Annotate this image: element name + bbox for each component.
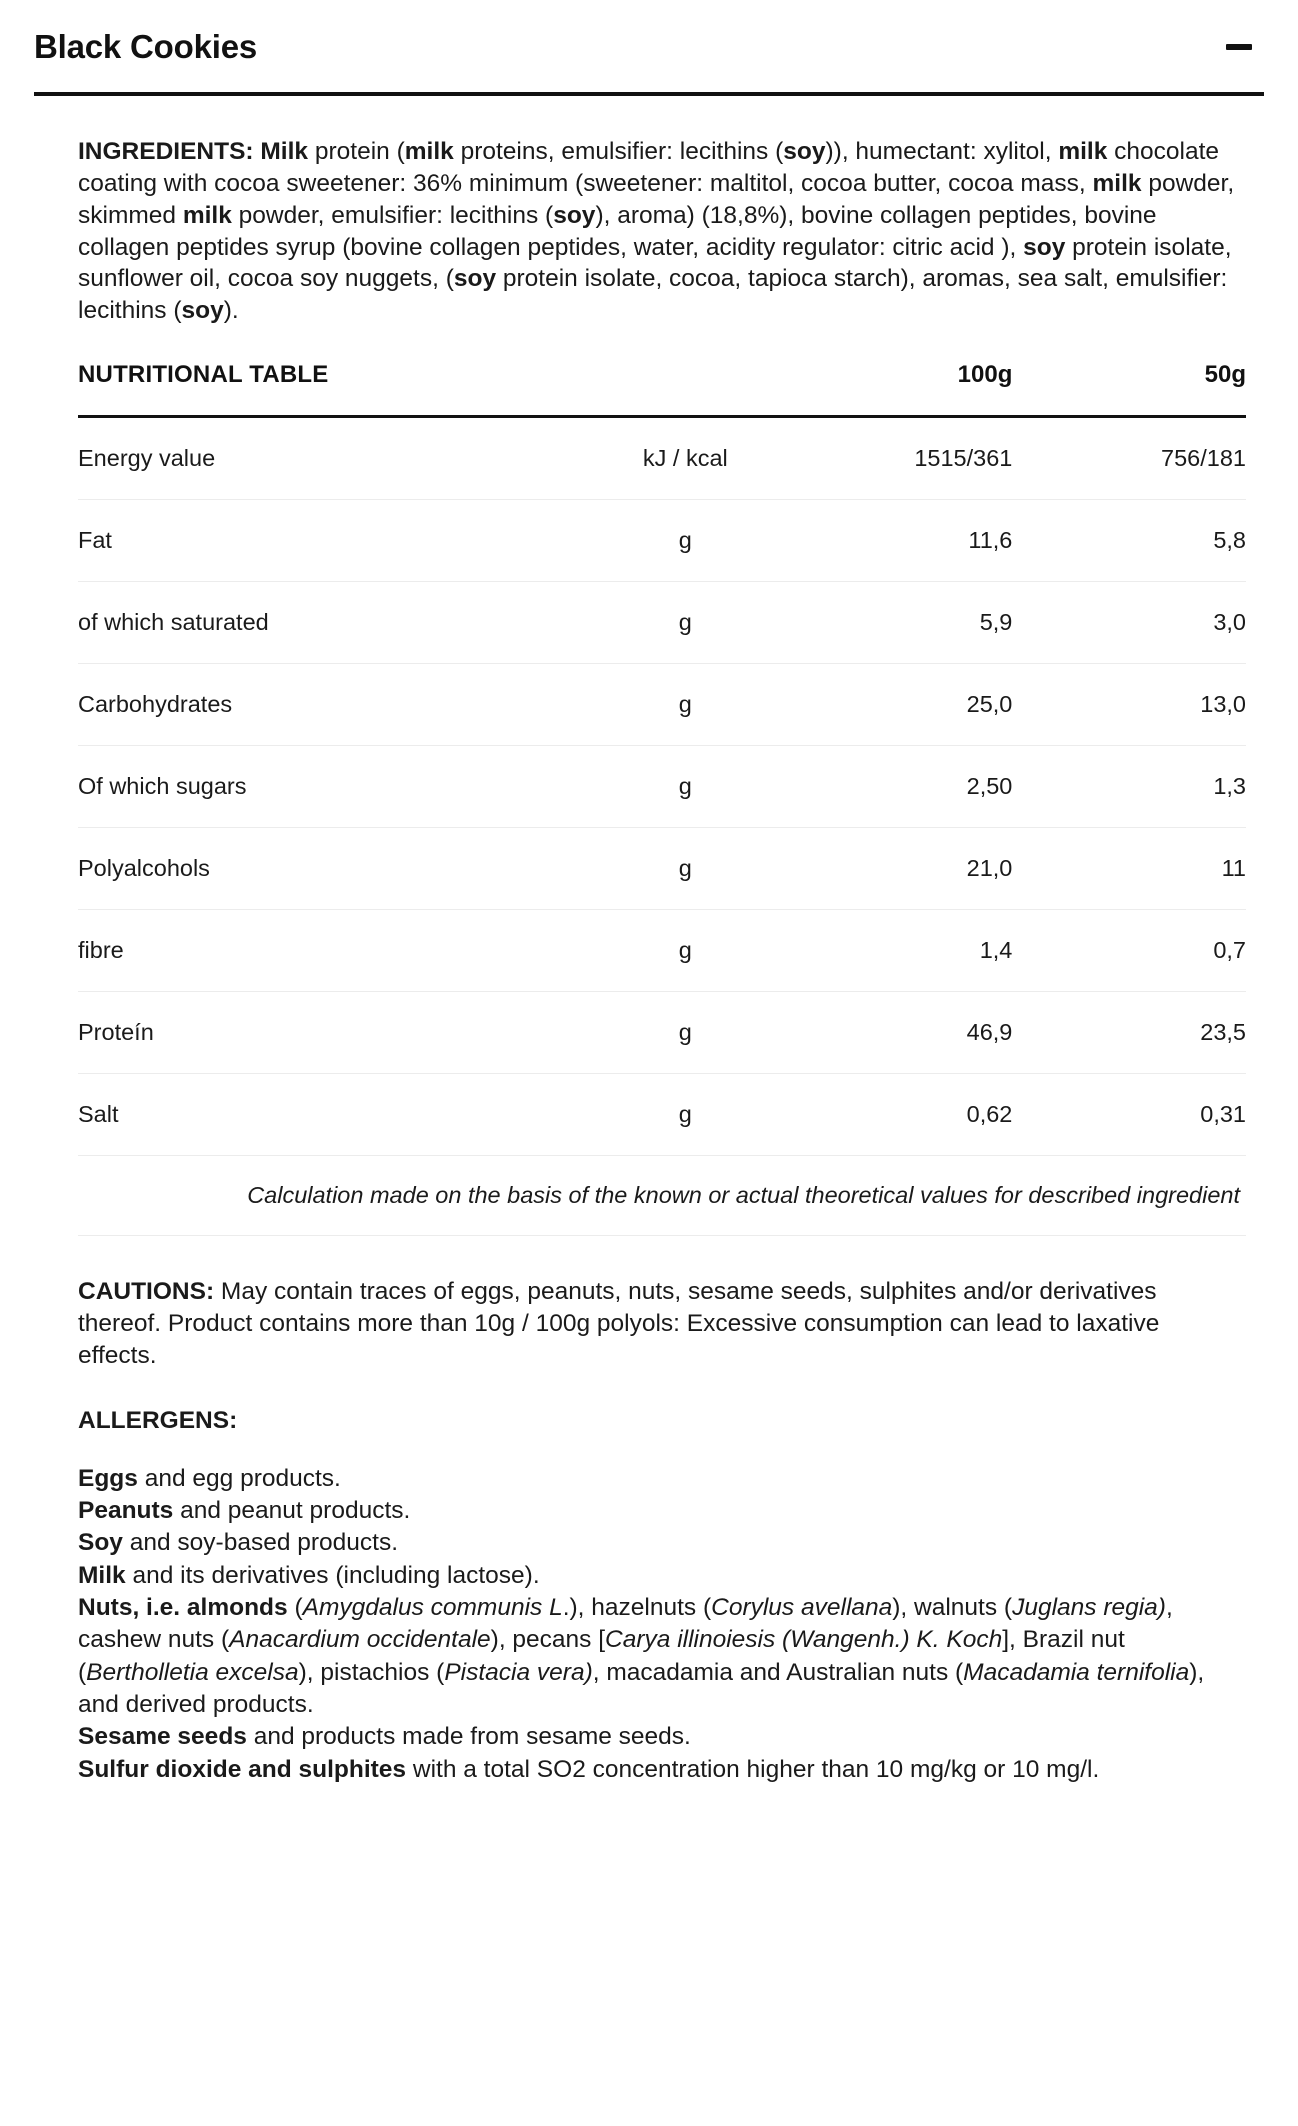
row-unit: g: [678, 773, 692, 800]
row-value-50g: 3,0: [1213, 609, 1246, 636]
row-value-100g: 5,9: [979, 609, 1013, 636]
allergen-item: Nuts, i.e. almonds (Amygdalus communis L.), hazelnuts (Corylus avellana), walnuts (Juglans regia), cashew nuts (Anacardium occidentale), pecans [Carya illinoiesis (Wangenh.) K. Koch], Brazil nut (Bertholletia excelsa), pistachios (Pistacia vera), macadamia and Australian nuts (Macadamia ternifolia), and derived products.: [78, 1593, 1205, 1718]
row-label: Polyalcohols: [78, 855, 210, 882]
allergen-item: Soy and soy-based products.: [78, 1529, 399, 1557]
table-header: [78, 361, 1246, 417]
page-title: Black Cookies: [34, 28, 258, 65]
table-footnote: Calculation made on the basis of the known or actual theoretical values for described ingredient: [78, 1156, 1246, 1236]
allergen-item: Eggs and egg products.: [78, 1464, 341, 1492]
table-body: [78, 417, 1246, 1156]
allergens-heading: ALLERGENS:: [78, 1406, 238, 1434]
table-header-row: [78, 361, 1246, 417]
row-value-100g: 11,6: [968, 527, 1013, 554]
row-unit: g: [678, 527, 692, 554]
row-value-100g: 46,9: [966, 1019, 1013, 1046]
minus-icon-bar: [1226, 44, 1252, 50]
panel-header[interactable]: [0, 0, 1298, 92]
row-value-100g: 21,0: [966, 855, 1013, 882]
panel-body: [0, 96, 1298, 1816]
minus-icon[interactable]: [1222, 30, 1256, 64]
table-footnote-row: [78, 1156, 1246, 1236]
row-unit: kJ / kcal: [642, 445, 728, 472]
allergen-item: Milk and its derivatives (including lactose).: [78, 1561, 540, 1589]
row-value-50g: 0,7: [1213, 937, 1246, 964]
row-label: Fat: [78, 527, 112, 554]
nutritional-table: [78, 361, 1246, 1236]
column-header-50g: 50g: [1204, 361, 1246, 389]
allergens-list: [78, 1463, 1238, 1786]
row-value-100g: 2,50: [966, 773, 1013, 800]
row-unit: g: [678, 691, 692, 718]
row-label: Of which sugars: [78, 773, 247, 800]
table-row: [78, 746, 1246, 828]
row-label: Proteín: [78, 1019, 154, 1046]
row-value-100g: 25,0: [966, 691, 1013, 718]
cautions-paragraph: CAUTIONS: May contain traces of eggs, peanuts, nuts, sesame seeds, sulphites and/or derivatives thereof. Product contains more than 10g / 100g polyols: Excessive consumption can lead to laxative effects.: [78, 1277, 1160, 1370]
row-unit: g: [678, 855, 692, 882]
row-value-50g: 756/181: [1161, 445, 1246, 472]
table-row: [78, 664, 1246, 746]
row-value-100g: 1,4: [979, 937, 1013, 964]
table-row: [78, 910, 1246, 992]
row-label: Energy value: [78, 445, 216, 472]
allergen-item: Peanuts and peanut products.: [78, 1496, 411, 1524]
column-header-unit: [592, 361, 779, 417]
row-value-100g: 1515/361: [914, 445, 1013, 472]
ingredients-paragraph: INGREDIENTS: Milk protein (milk proteins, emulsifier: lecithins (soy)), humectant: xylitol, milk chocolate coating with cocoa sweetener: 36% minimum (sweetener: maltitol, cocoa butter, cocoa mass, milk powder, skimmed milk powder, emulsifier: lecithins (soy), aroma) (18,8%), bovine collagen peptides, bovine collagen peptides syrup (bovine collagen peptides, water, acidity regulator: citric acid ), soy protein isolate, sunflower oil, cocoa soy nuggets, (soy protein isolate, cocoa, tapioca starch), aromas, sea salt, emulsifier: lecithins (soy).: [78, 138, 1235, 325]
table-title: NUTRITIONAL TABLE: [78, 361, 329, 389]
row-label: Salt: [78, 1101, 119, 1128]
row-unit: g: [678, 1101, 692, 1128]
row-value-50g: 0,31: [1200, 1101, 1246, 1128]
row-label: of which saturated: [78, 609, 269, 636]
row-value-100g: 0,62: [966, 1101, 1013, 1128]
table-row: [78, 992, 1246, 1074]
row-label: fibre: [78, 937, 124, 964]
row-value-50g: 11: [1221, 855, 1246, 882]
row-value-50g: 23,5: [1200, 1019, 1246, 1046]
table-row: [78, 500, 1246, 582]
column-header-100g: 100g: [957, 361, 1013, 389]
table-row: [78, 582, 1246, 664]
nutritional-table-section: [78, 361, 1246, 1236]
row-unit: g: [678, 1019, 692, 1046]
table-row: [78, 828, 1246, 910]
table-row: [78, 417, 1246, 500]
allergen-item: Sulfur dioxide and sulphites with a total SO2 concentration higher than 10 mg/kg or 10 mg/l.: [78, 1755, 1100, 1783]
row-unit: g: [678, 609, 692, 636]
table-footer: [78, 1156, 1246, 1236]
row-value-50g: 13,0: [1200, 691, 1246, 718]
row-value-50g: 5,8: [1213, 527, 1246, 554]
table-row: [78, 1074, 1246, 1156]
row-value-50g: 1,3: [1213, 773, 1246, 800]
row-unit: g: [678, 937, 692, 964]
row-label: Carbohydrates: [78, 691, 233, 718]
allergen-item: Sesame seeds and products made from sesame seeds.: [78, 1723, 691, 1751]
